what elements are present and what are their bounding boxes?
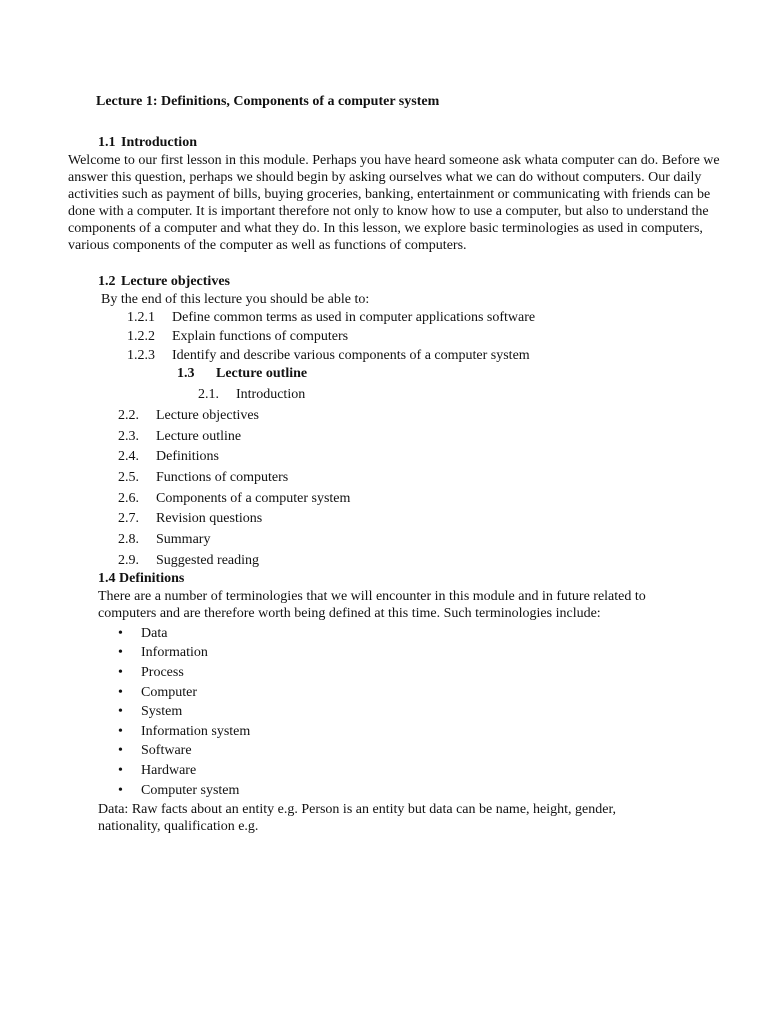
- bullet-dot: •: [118, 704, 123, 719]
- outline-number: 1.3: [177, 366, 195, 381]
- objectives-heading: Lecture objectives: [121, 274, 230, 289]
- objective-text: Identify and describe various components of a computer system: [172, 348, 530, 363]
- bullet-dot: •: [118, 626, 123, 641]
- outline-item-text: Introduction: [236, 387, 306, 402]
- term-item: Process: [141, 665, 184, 680]
- data-definition-line: nationality, qualification e.g.: [98, 819, 259, 834]
- outline-item-text: Suggested reading: [156, 553, 260, 568]
- term-item: Information system: [141, 724, 251, 739]
- objective-number: 1.2.2: [127, 329, 155, 344]
- intro-line: components of a computer and what they do. In this lesson, we explore basic terminologies as used in computers,: [68, 221, 703, 236]
- term-item: System: [141, 704, 183, 719]
- outline-item-number: 2.6.: [118, 491, 139, 506]
- intro-line: done with a computer. It is important therefore not only to know how to use a computer, but also to understand the: [68, 204, 709, 219]
- bullet-dot: •: [118, 743, 123, 758]
- bullet-dot: •: [118, 665, 123, 680]
- objective-text: Define common terms as used in computer applications software: [172, 310, 536, 325]
- outline-item-text: Lecture objectives: [156, 408, 260, 423]
- intro-number: 1.1: [98, 135, 116, 150]
- outline-item-number: 2.5.: [118, 470, 139, 485]
- outline-item-number: 2.9.: [118, 553, 139, 568]
- outline-item-number: 2.2.: [118, 408, 139, 423]
- data-definition-line: Data: Raw facts about an entity e.g. Person is an entity but data can be name, height, gender,: [98, 802, 617, 817]
- outline-heading: Lecture outline: [216, 366, 308, 381]
- intro-line: answer this question, perhaps we should begin by asking ourselves what we can do without computers. Our daily: [68, 170, 702, 185]
- objective-text: Explain functions of computers: [172, 329, 349, 344]
- term-item: Hardware: [141, 763, 197, 778]
- outline-item-number: 2.4.: [118, 449, 139, 464]
- outline-item-text: Definitions: [156, 449, 219, 464]
- definitions-line: There are a number of terminologies that we will encounter in this module and in future related to: [98, 589, 646, 604]
- intro-line: Welcome to our first lesson in this module. Perhaps you have heard someone ask whata computer can do. Before we: [68, 153, 720, 168]
- outline-item-text: Components of a computer system: [156, 491, 351, 506]
- term-item: Information: [141, 645, 208, 660]
- bullet-dot: •: [118, 763, 123, 778]
- bullet-dot: •: [118, 645, 123, 660]
- bullet-dot: •: [118, 685, 123, 700]
- outline-item-text: Revision questions: [156, 511, 263, 526]
- intro-line: various components of the computer as well as functions of computers.: [68, 238, 467, 253]
- term-item: Computer: [141, 685, 197, 700]
- intro-line: activities such as payment of bills, buying groceries, banking, entertainment or communicating with friends can be: [68, 187, 711, 202]
- objectives-lead: By the end of this lecture you should be able to:: [101, 292, 370, 307]
- lecture-title: Lecture 1: Definitions, Components of a computer system: [96, 94, 440, 109]
- bullet-dot: •: [118, 724, 123, 739]
- bullet-dot: •: [118, 783, 123, 798]
- definitions-heading: 1.4 Definitions: [98, 571, 185, 586]
- outline-item-text: Summary: [156, 532, 211, 547]
- term-item: Data: [141, 626, 168, 641]
- outline-item-number: 2.1.: [198, 387, 219, 402]
- outline-item-number: 2.3.: [118, 429, 139, 444]
- objective-number: 1.2.3: [127, 348, 155, 363]
- objectives-number: 1.2: [98, 274, 116, 289]
- outline-item-number: 2.8.: [118, 532, 139, 547]
- term-item: Software: [141, 743, 192, 758]
- objective-number: 1.2.1: [127, 310, 155, 325]
- definitions-line: computers and are therefore worth being defined at this time. Such terminologies include:: [98, 606, 601, 621]
- term-item: Computer system: [141, 783, 240, 798]
- outline-item-number: 2.7.: [118, 511, 139, 526]
- outline-item-text: Functions of computers: [156, 470, 289, 485]
- intro-heading: Introduction: [121, 135, 197, 150]
- outline-item-text: Lecture outline: [156, 429, 242, 444]
